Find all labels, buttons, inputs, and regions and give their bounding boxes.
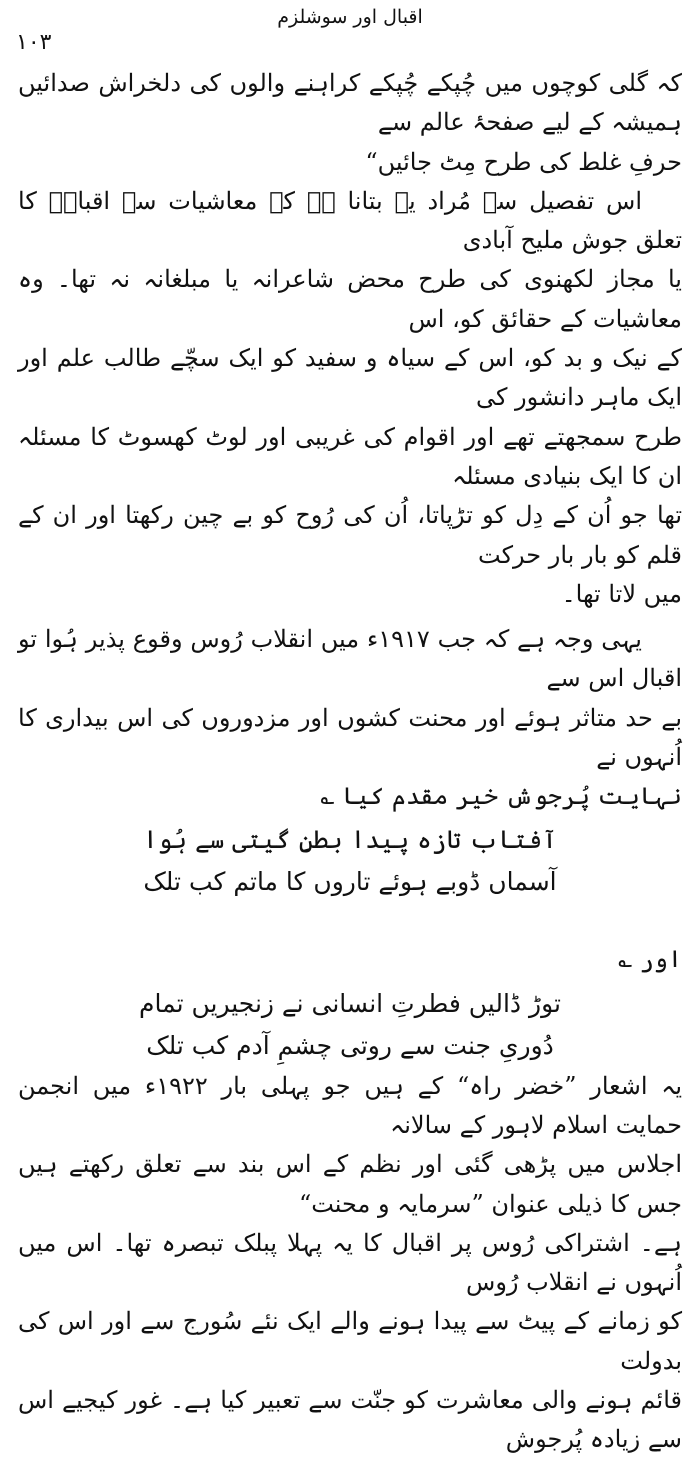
text-line: یہی وجہ ہے کہ جب ۱۹۱۷ء میں انقلاب رُوس وقوع پذیر ہُوا تو اقبال اس سے (18, 625, 682, 693)
text-line: قائم ہونے والی معاشرت کو جنّت سے تعبیر کیا ہے۔ غور کیجیے اس سے زیادہ پُرجوش (18, 1386, 682, 1454)
verse-line: دُوریِ جنت سے روتی چشمِ آدم کب تلک (146, 1030, 554, 1060)
verse-line: آفتاب تازہ پیدا بطنِ گیتی سے ہُوا (143, 824, 557, 854)
paragraph-4 (18, 1067, 682, 1460)
paragraph-1 (18, 64, 682, 182)
text-line: میں لاتا تھا۔ (561, 579, 682, 608)
text-line: یہ اشعار ”خضر راہ“ کے ہیں جو پہلی بار ۱۹۲۲ء میں انجمن حمایت اسلام لاہور کے سالانہ (18, 1071, 682, 1139)
text-line: اجلاس میں پڑھی گئی اور نظم کے اس بند سے تعلق رکھتے ہیں جس کا ذیلی عنوان ”سرمایہ و محنت“ (18, 1150, 682, 1218)
verse-line: توڑ ڈالیں فطرتِ انسانی نے زنجیریں تمام (139, 988, 561, 1018)
text-line: کہ گلی کوچوں میں چُپکے چُپکے کراہنے والوں کی دلخراش صدائیں ہمیشہ کے لیے صفحۂ عالم سے (18, 69, 682, 137)
text-line: بے حد متاثر ہوئے اور محنت کشوں اور مزدوروں کی اس بیداری کا اُنہوں نے (18, 703, 682, 772)
verse-line: آسماں ڈوبے ہوئے تاروں کا ماتم کب تلک (143, 866, 557, 896)
text-line: اس تفصیل سے مُراد یہ بتانا ہے کہ معاشیات سے اقبالؔ کا تعلق جوش ملیح آبادی (18, 186, 682, 255)
text-line: نہایت پُرجوش خیر مقدم کیا ؎ (320, 782, 682, 811)
page-body (18, 64, 682, 1460)
verse-couplet-2 (18, 983, 682, 1067)
text-line: حرفِ غلط کی طرح مِٹ جائیں“ (365, 147, 682, 176)
text-line: یا مجاز لکھنوی کی طرح محض شاعرانہ یا مبلغانہ نہ تھا۔ وہ معاشیات کے حقائق کو، اس (18, 265, 682, 333)
and-connector: اور ؎ (618, 944, 682, 973)
paragraph-3 (18, 620, 682, 816)
running-title: اقبال اور سوشلزم (277, 6, 423, 28)
paragraph-2 (18, 182, 682, 614)
text-line: ہے۔ اشتراکی رُوس پر اقبال کا یہ پہلا پبلک تبصرہ تھا۔ اس میں اُنہوں نے انقلاب رُوس (18, 1228, 682, 1297)
page-number: ۱۰۳ (16, 30, 52, 55)
verse-couplet-1 (18, 819, 682, 903)
text-line: کے نیک و بد کو، اس کے سیاہ و سفید کو ایک سچّے طالب علم اور ایک ماہر دانشور کی (18, 344, 682, 412)
text-line: طرح سمجھتے تھے اور اقوام کی غریبی اور لوٹ کھسوٹ کا مسئلہ ان کا ایک بنیادی مسئلہ (18, 422, 682, 490)
text-line: تھا جو اُن کے دِل کو تڑپاتا، اُن کی رُوح کو بے چین رکھتا اور ان کے قلم کو بار بار حرکت (18, 501, 682, 569)
text-line: کو زمانے کے پیٹ سے پیدا ہونے والے ایک نئے سُورج سے اور اس کی بدولت (18, 1307, 682, 1375)
